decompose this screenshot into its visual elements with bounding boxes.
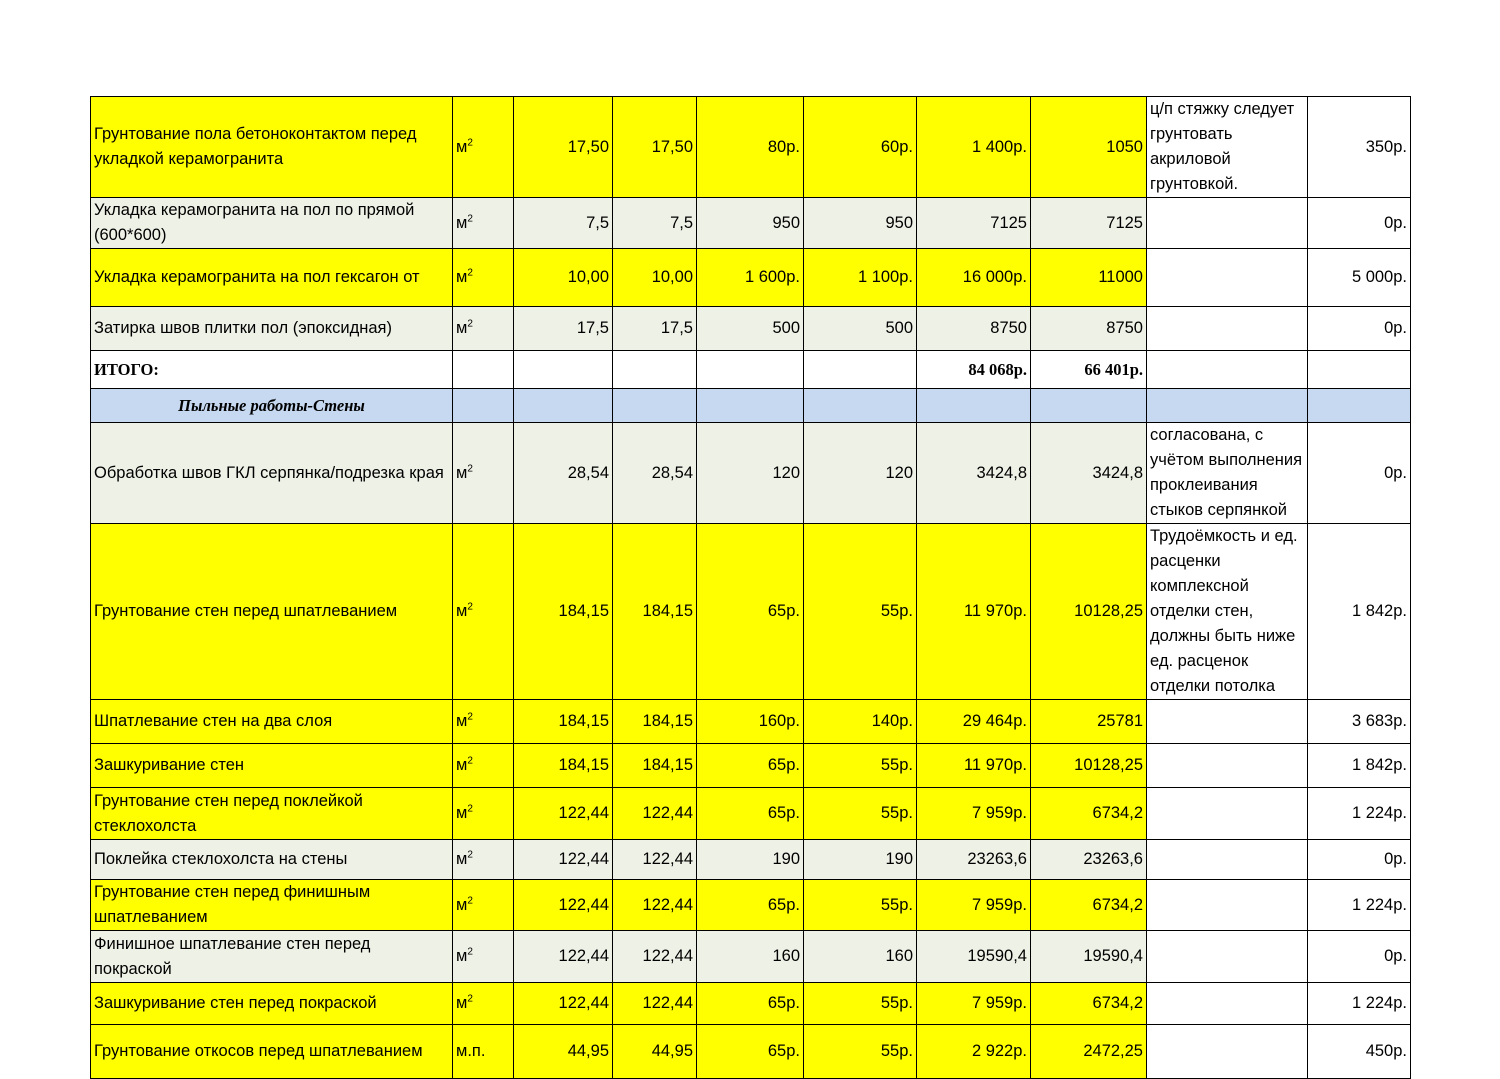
unit: $м^2$: [453, 198, 514, 249]
estimate-table: [90, 96, 1411, 1079]
sum-1: 29 464р.: [917, 700, 1031, 744]
price-2: 950: [804, 198, 917, 249]
table-row: [91, 880, 1411, 931]
note: Трудоёмкость и ед. расценки комплексной отделки стен, должны быть ниже ед. расценок отделки потолка: [1147, 524, 1308, 700]
quantity-2: 184,15: [613, 700, 697, 744]
work-name: Грунтование стен перед поклейкой стеклохолста: [91, 788, 453, 840]
work-name: Зашкуривание стен: [91, 744, 453, 788]
work-name: Шпатлевание стен на два слоя: [91, 700, 453, 744]
unit: $м^2$: [453, 307, 514, 351]
sum-2: 6734,2: [1031, 983, 1147, 1025]
unit-superscript: 2: [467, 993, 473, 1005]
price-2: 140р.: [804, 700, 917, 744]
section-title: Пыльные работы-Стены: [91, 389, 453, 423]
price-2: 55р.: [804, 788, 917, 840]
unit: $м^2$: [453, 423, 514, 524]
price-1: 190: [697, 840, 804, 880]
note: ц/п стяжку следует грунтовать акриловой грунтовкой.: [1147, 97, 1308, 198]
sum-1: 1 400р.: [917, 97, 1031, 198]
sum-2: 6734,2: [1031, 880, 1147, 931]
difference: 0р.: [1308, 307, 1411, 351]
sum-1: 2 922р.: [917, 1025, 1031, 1079]
unit-superscript: 2: [467, 318, 473, 330]
unit-superscript: 2: [467, 137, 473, 148]
price-2: 55р.: [804, 524, 917, 700]
price-1: 65р.: [697, 744, 804, 788]
quantity-1: 184,15: [514, 524, 613, 700]
unit: $м^2$: [453, 931, 514, 983]
sum-2: 6734,2: [1031, 788, 1147, 840]
price-1: 65р.: [697, 983, 804, 1025]
price-1: 160р.: [697, 700, 804, 744]
difference: 0р.: [1308, 931, 1411, 983]
quantity-1: 122,44: [514, 788, 613, 840]
unit-superscript: 2: [467, 267, 473, 279]
quantity-1: 7,5: [514, 198, 613, 249]
sum-2: 2472,25: [1031, 1025, 1147, 1079]
unit-superscript: 2: [467, 803, 473, 815]
quantity-2: 122,44: [613, 931, 697, 983]
table-row: [91, 840, 1411, 880]
total-sum-2: 66 401р.: [1031, 351, 1147, 389]
price-2: 190: [804, 840, 917, 880]
note: [1147, 700, 1308, 744]
sum-2: 25781: [1031, 700, 1147, 744]
table-row: [91, 423, 1411, 524]
unit-superscript: 2: [467, 463, 473, 474]
work-name: Грунтование стен перед шпатлеванием: [91, 524, 453, 700]
quantity-1: 122,44: [514, 931, 613, 983]
price-1: 80р.: [697, 97, 804, 198]
quantity-2: 7,5: [613, 198, 697, 249]
price-2: 500: [804, 307, 917, 351]
sum-1: 3424,8: [917, 423, 1031, 524]
note: [1147, 249, 1308, 307]
quantity-2: 122,44: [613, 788, 697, 840]
note: [1147, 307, 1308, 351]
quantity-1: 122,44: [514, 880, 613, 931]
price-1: 65р.: [697, 1025, 804, 1079]
note: [1147, 983, 1308, 1025]
quantity-2: 17,5: [613, 307, 697, 351]
sum-1: 8750: [917, 307, 1031, 351]
table-row: [91, 788, 1411, 840]
table-row: [91, 307, 1411, 351]
quantity-2: 122,44: [613, 983, 697, 1025]
quantity-2: 122,44: [613, 880, 697, 931]
difference: 350р.: [1308, 97, 1411, 198]
quantity-2: 44,95: [613, 1025, 697, 1079]
note: [1147, 1025, 1308, 1079]
unit: $м^2$: [453, 983, 514, 1025]
unit: $м^2$: [453, 524, 514, 700]
difference: 1 842р.: [1308, 524, 1411, 700]
sum-2: 3424,8: [1031, 423, 1147, 524]
price-1: 1 600р.: [697, 249, 804, 307]
unit-superscript: 2: [467, 849, 473, 861]
unit: $м^2$: [453, 788, 514, 840]
bottom-rows: [91, 423, 1411, 1079]
work-name: Поклейка стеклохолста на стены: [91, 840, 453, 880]
difference: 1 224р.: [1308, 880, 1411, 931]
sum-1: 7 959р.: [917, 788, 1031, 840]
difference: 1 224р.: [1308, 788, 1411, 840]
sum-1: 7 959р.: [917, 983, 1031, 1025]
sum-2: 8750: [1031, 307, 1147, 351]
quantity-1: 10,00: [514, 249, 613, 307]
work-name: Грунтование пола бетоноконтактом перед укладкой керамогранита: [91, 97, 453, 198]
difference: 450р.: [1308, 1025, 1411, 1079]
quantity-1: 44,95: [514, 1025, 613, 1079]
sum-2: 1050: [1031, 97, 1147, 198]
price-2: 60р.: [804, 97, 917, 198]
difference: 0р.: [1308, 840, 1411, 880]
difference: 1 842р.: [1308, 744, 1411, 788]
note: [1147, 744, 1308, 788]
table-row: [91, 97, 1411, 198]
work-name: Обработка швов ГКЛ серпянка/подрезка края: [91, 423, 453, 524]
quantity-1: 184,15: [514, 744, 613, 788]
sum-1: 23263,6: [917, 840, 1031, 880]
difference: 0р.: [1308, 198, 1411, 249]
note: [1147, 198, 1308, 249]
quantity-2: 28,54: [613, 423, 697, 524]
quantity-2: 184,15: [613, 744, 697, 788]
quantity-2: 10,00: [613, 249, 697, 307]
sum-2: 10128,25: [1031, 524, 1147, 700]
price-2: 1 100р.: [804, 249, 917, 307]
note: [1147, 788, 1308, 840]
note: [1147, 840, 1308, 880]
quantity-1: 184,15: [514, 700, 613, 744]
work-name: Укладка керамогранита на пол гексагон от: [91, 249, 453, 307]
total-sum-1: 84 068р.: [917, 351, 1031, 389]
price-2: 160: [804, 931, 917, 983]
unit: м.п.: [453, 1025, 514, 1079]
sum-1: 7125: [917, 198, 1031, 249]
table-row: [91, 983, 1411, 1025]
unit: $м^2$: [453, 880, 514, 931]
unit: $м^2$: [453, 249, 514, 307]
unit: $м^2$: [453, 97, 514, 198]
price-2: 55р.: [804, 744, 917, 788]
quantity-2: 122,44: [613, 840, 697, 880]
price-1: 160: [697, 931, 804, 983]
price-1: 500: [697, 307, 804, 351]
table-row: [91, 249, 1411, 307]
work-name: Грунтование стен перед финишным шпатлеванием: [91, 880, 453, 931]
top-rows: [91, 97, 1411, 351]
table-row: [91, 931, 1411, 983]
sum-2: 10128,25: [1031, 744, 1147, 788]
price-1: 65р.: [697, 880, 804, 931]
unit-superscript: 2: [467, 711, 473, 723]
sum-1: 19590,4: [917, 931, 1031, 983]
price-2: 120: [804, 423, 917, 524]
unit-superscript: 2: [467, 946, 473, 958]
table-row: [91, 744, 1411, 788]
quantity-2: 17,50: [613, 97, 697, 198]
unit-superscript: 2: [467, 601, 473, 613]
unit: $м^2$: [453, 744, 514, 788]
note: [1147, 880, 1308, 931]
quantity-1: 122,44: [514, 983, 613, 1025]
sum-1: 11 970р.: [917, 744, 1031, 788]
quantity-1: 28,54: [514, 423, 613, 524]
price-1: 120: [697, 423, 804, 524]
section-header-row: [91, 389, 1411, 423]
note: [1147, 931, 1308, 983]
note: согласована, с учётом выполнения проклеивания стыков серпянкой: [1147, 423, 1308, 524]
difference: 0р.: [1308, 423, 1411, 524]
quantity-1: 122,44: [514, 840, 613, 880]
total-section: [91, 351, 1411, 423]
work-name: Затирка швов плитки пол (эпоксидная): [91, 307, 453, 351]
price-1: 65р.: [697, 524, 804, 700]
price-2: 55р.: [804, 983, 917, 1025]
unit-superscript: 2: [467, 895, 473, 906]
difference: 5 000р.: [1308, 249, 1411, 307]
price-2: 55р.: [804, 880, 917, 931]
price-1: 950: [697, 198, 804, 249]
price-1: 65р.: [697, 788, 804, 840]
table-row: [91, 524, 1411, 700]
quantity-1: 17,50: [514, 97, 613, 198]
total-label: ИТОГО:: [91, 351, 453, 389]
quantity-1: 17,5: [514, 307, 613, 351]
unit: $м^2$: [453, 700, 514, 744]
work-name: Зашкуривание стен перед покраской: [91, 983, 453, 1025]
sum-2: 23263,6: [1031, 840, 1147, 880]
quantity-2: 184,15: [613, 524, 697, 700]
work-name: Финишное шпатлевание стен перед покраской: [91, 931, 453, 983]
table-row: [91, 1025, 1411, 1079]
sum-1: 7 959р.: [917, 880, 1031, 931]
sum-1: 11 970р.: [917, 524, 1031, 700]
table-row: [91, 198, 1411, 249]
unit-superscript: 2: [467, 755, 473, 767]
difference: 3 683р.: [1308, 700, 1411, 744]
work-name: Грунтование откосов перед шпатлеванием: [91, 1025, 453, 1079]
sum-2: 19590,4: [1031, 931, 1147, 983]
table-row: [91, 700, 1411, 744]
unit: $м^2$: [453, 840, 514, 880]
sum-1: 16 000р.: [917, 249, 1031, 307]
price-2: 55р.: [804, 1025, 917, 1079]
total-row: [91, 351, 1411, 389]
difference: 1 224р.: [1308, 983, 1411, 1025]
sum-2: 7125: [1031, 198, 1147, 249]
unit-superscript: 2: [467, 213, 473, 224]
work-name: Укладка керамогранита на пол по прямой (600*600): [91, 198, 453, 249]
sum-2: 11000: [1031, 249, 1147, 307]
